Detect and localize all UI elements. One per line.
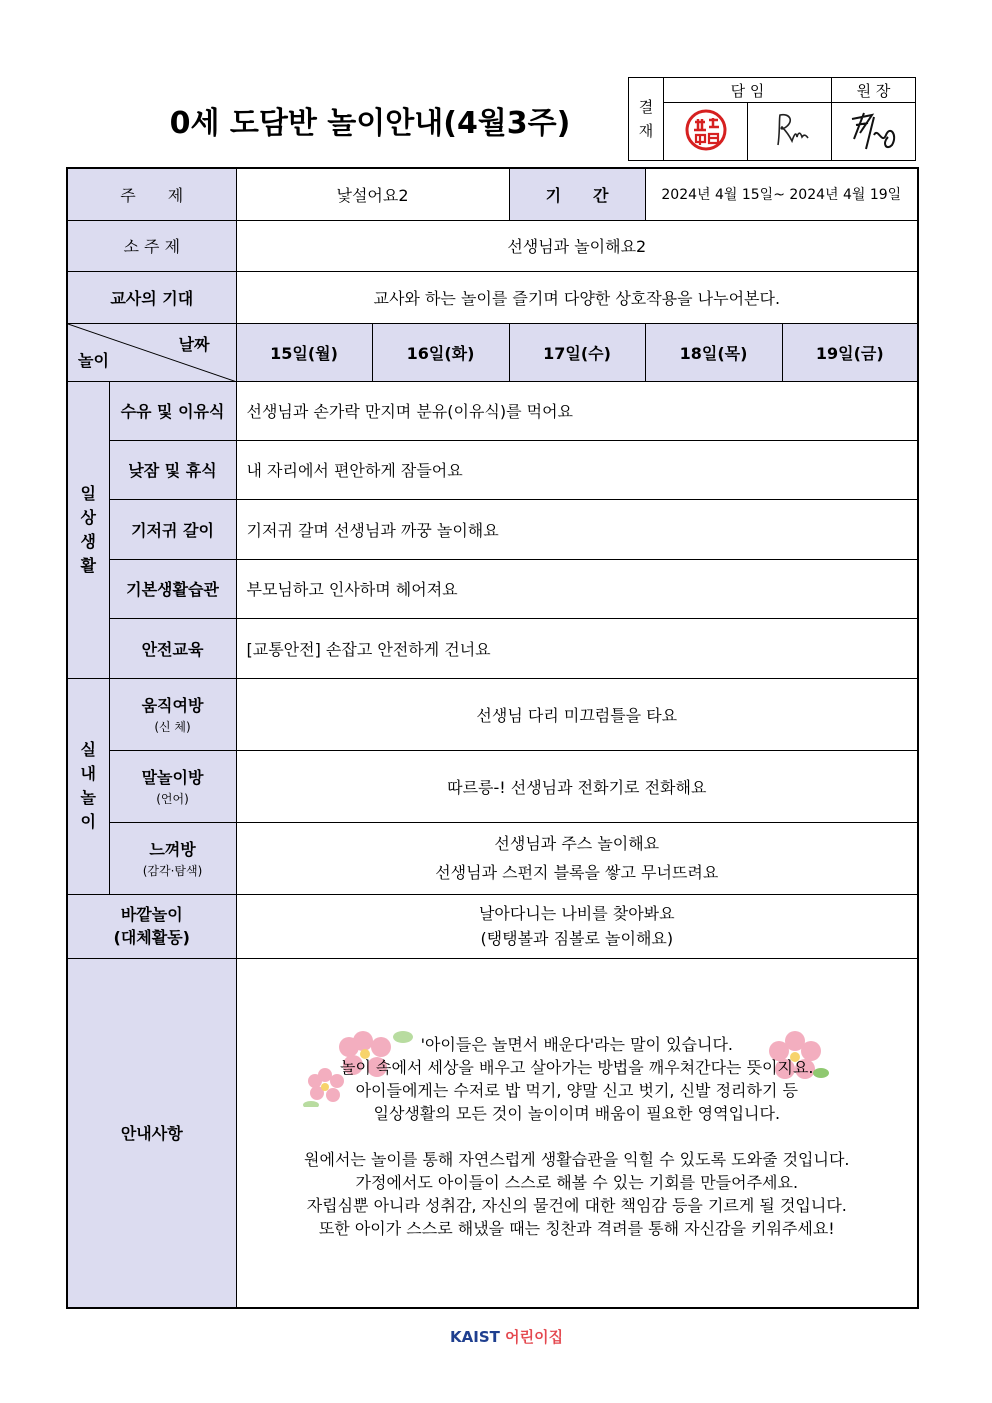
- diaper-label: 기저귀 갈이: [109, 499, 236, 559]
- habits-content: 부모님하고 인사하며 헤어져요: [236, 559, 918, 618]
- day-mon: 15일(월): [236, 323, 372, 381]
- notice-p1-line3: 아이들에게는 수저로 밥 먹기, 양말 신고 벗기, 신발 정리하기 등: [355, 1081, 798, 1101]
- notice-p2-line1: 원에서는 놀이를 통해 자연스럽게 생활습관을 익힐 수 있도록 도와줄 것입니다.: [304, 1150, 850, 1170]
- approval-stamp: [664, 103, 748, 161]
- approval-box: [628, 77, 916, 161]
- approval-homeroom-header: 담 임: [664, 78, 832, 103]
- day-thu: 18일(목): [645, 323, 782, 381]
- safety-label: 안전교육: [109, 618, 236, 678]
- seal-stamp-icon: [681, 105, 731, 155]
- notice-p1-line1: '아이들은 놀면서 배운다'라는 말이 있습니다.: [420, 1035, 733, 1055]
- brand-ko: 어린이집: [505, 1328, 564, 1346]
- day-tue: 16일(화): [372, 323, 509, 381]
- subtheme-label: 소 주 제: [67, 220, 236, 271]
- date-play-header: [67, 323, 236, 381]
- safety-content: [교통안전] 손잡고 안전하게 건너요: [236, 618, 918, 678]
- theme-value: 낯설어요2: [236, 168, 509, 220]
- nap-label: 낮잠 및 휴식: [109, 440, 236, 499]
- feeding-content: 선생님과 손가락 만지며 분유(이유식)를 먹어요: [236, 381, 918, 440]
- date-label: 날짜: [178, 334, 210, 354]
- plan-table: [66, 167, 919, 1309]
- notice-p2-line3: 자립심뿐 아니라 성취감, 자신의 물건에 대한 책임감 등을 기르게 될 것입니다.: [306, 1196, 847, 1216]
- footer-logo: [450, 1326, 563, 1347]
- approval-director-header: 원 장: [832, 78, 916, 103]
- period-label: 기 간: [509, 168, 645, 220]
- brand-en: KAIST: [450, 1328, 500, 1346]
- movement-room-content: 선생님 다리 미끄럼틀을 타요: [236, 678, 918, 750]
- movement-room-label: 움직여방 (신 체): [109, 678, 236, 750]
- sensory-room-label: 느껴방 (감각·탐색): [109, 822, 236, 894]
- subtheme-value: 선생님과 놀이해요2: [236, 220, 918, 271]
- signature-icon: [842, 105, 906, 155]
- outdoor-label: 바깥놀이 (대체활동): [67, 894, 236, 958]
- feeding-label: 수유 및 이유식: [109, 381, 236, 440]
- expectation-value: 교사와 하는 놀이를 즐기며 다양한 상호작용을 나누어본다.: [236, 271, 918, 323]
- approval-label: 결 재: [629, 78, 664, 161]
- play-label: 놀이: [78, 350, 109, 370]
- nap-content: 내 자리에서 편안하게 잠들어요: [236, 440, 918, 499]
- homeroom-signature: [748, 103, 832, 161]
- director-signature: [832, 103, 916, 161]
- period-value: 2024년 4월 15일~ 2024년 4월 19일: [645, 168, 918, 220]
- theme-label: 주 제: [67, 168, 236, 220]
- expectation-label: 교사의 기대: [67, 271, 236, 323]
- habits-label: 기본생활습관: [109, 559, 236, 618]
- notice-label: 안내사항: [67, 958, 236, 1308]
- signature-icon: [760, 107, 820, 153]
- indoor-play-group-label: 실 내 놀 이: [67, 678, 109, 894]
- outdoor-content: 날아다니는 나비를 찾아봐요 (탱탱볼과 짐볼로 놀이해요): [236, 894, 918, 958]
- notice-p1-line4: 일상생활의 모든 것이 놀이이며 배움이 필요한 영역입니다.: [373, 1104, 781, 1124]
- day-wed: 17일(수): [509, 323, 645, 381]
- page-title: 0세 도담반 놀이안내(4월3주): [169, 106, 571, 141]
- notice-p2-line2: 가정에서도 아이들이 스스로 해볼 수 있는 기회를 만들어주세요.: [355, 1173, 799, 1193]
- diaper-content: 기저귀 갈며 선생님과 까꿍 놀이해요: [236, 499, 918, 559]
- notice-content: [236, 958, 918, 1308]
- daily-life-group-label: 일 상 생 활: [67, 381, 109, 678]
- sensory-room-content: 선생님과 주스 놀이해요 선생님과 스펀지 블록을 쌓고 무너뜨려요: [236, 822, 918, 894]
- notice-p1-line2: 놀이 속에서 세상을 배우고 살아가는 방법을 깨우쳐간다는 뜻이지요.: [340, 1058, 814, 1078]
- day-fri: 19일(금): [782, 323, 918, 381]
- language-room-label: 말놀이방 (언어): [109, 750, 236, 822]
- notice-p2-line4: 또한 아이가 스스로 해냈을 때는 칭찬과 격려를 통해 자신감을 키워주세요!: [318, 1219, 835, 1239]
- language-room-content: 따르릉-! 선생님과 전화기로 전화해요: [236, 750, 918, 822]
